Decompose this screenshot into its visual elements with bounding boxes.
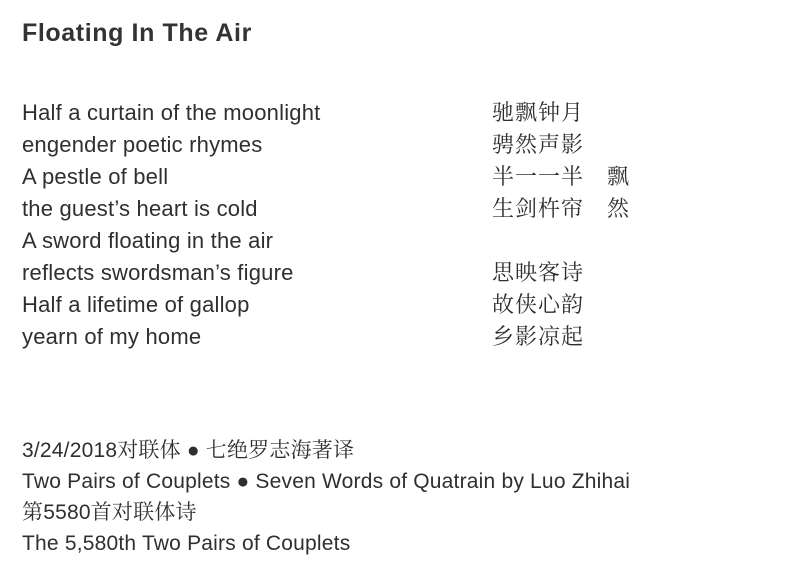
poem-line-chinese: 驰飘钟月	[492, 100, 585, 126]
poem-line-english: yearn of my home	[22, 324, 202, 350]
poem-line-english: engender poetic rhymes	[22, 132, 263, 158]
poem-line-chinese: 骋然声影	[492, 132, 585, 158]
credit-line-number-chinese: 第5580首对联体诗	[22, 501, 197, 524]
page-title: Floating In The Air	[22, 19, 252, 47]
poem-line-english: A pestle of bell	[22, 164, 169, 190]
poem-line-english: A sword floating in the air	[22, 228, 274, 254]
poem-line-chinese: 乡影凉起	[492, 324, 585, 350]
poem-body	[22, 97, 778, 353]
credit-line-date-author: 3/24/2018对联体 ● 七绝罗志海著译	[22, 439, 355, 462]
poem-line	[22, 225, 778, 257]
poem-line-chinese: 故侠心韵	[492, 292, 585, 318]
poem-line	[22, 321, 778, 353]
poem-line-chinese: 半一一半 飘	[492, 164, 631, 190]
poem-line	[22, 161, 778, 193]
poem-line	[22, 193, 778, 225]
credit-line-number-english: The 5,580th Two Pairs of Couplets	[22, 532, 351, 555]
poem-line-chinese: 生剑杵帘 然	[492, 196, 631, 222]
poem-line	[22, 257, 778, 289]
poem-line	[22, 129, 778, 161]
poem-line-english: Half a lifetime of gallop	[22, 292, 250, 318]
credits-block	[22, 435, 792, 559]
poem-line	[22, 289, 778, 321]
poem-line	[22, 97, 778, 129]
poem-line-english: reflects swordsman’s figure	[22, 260, 294, 286]
poem-line-english: Half a curtain of the moonlight	[22, 100, 321, 126]
credit-line-form-english: Two Pairs of Couplets ● Seven Words of Quatrain by Luo Zhihai	[22, 470, 631, 493]
poem-line-chinese: 思映客诗	[492, 260, 585, 286]
poem-line-english: the guest’s heart is cold	[22, 196, 258, 222]
